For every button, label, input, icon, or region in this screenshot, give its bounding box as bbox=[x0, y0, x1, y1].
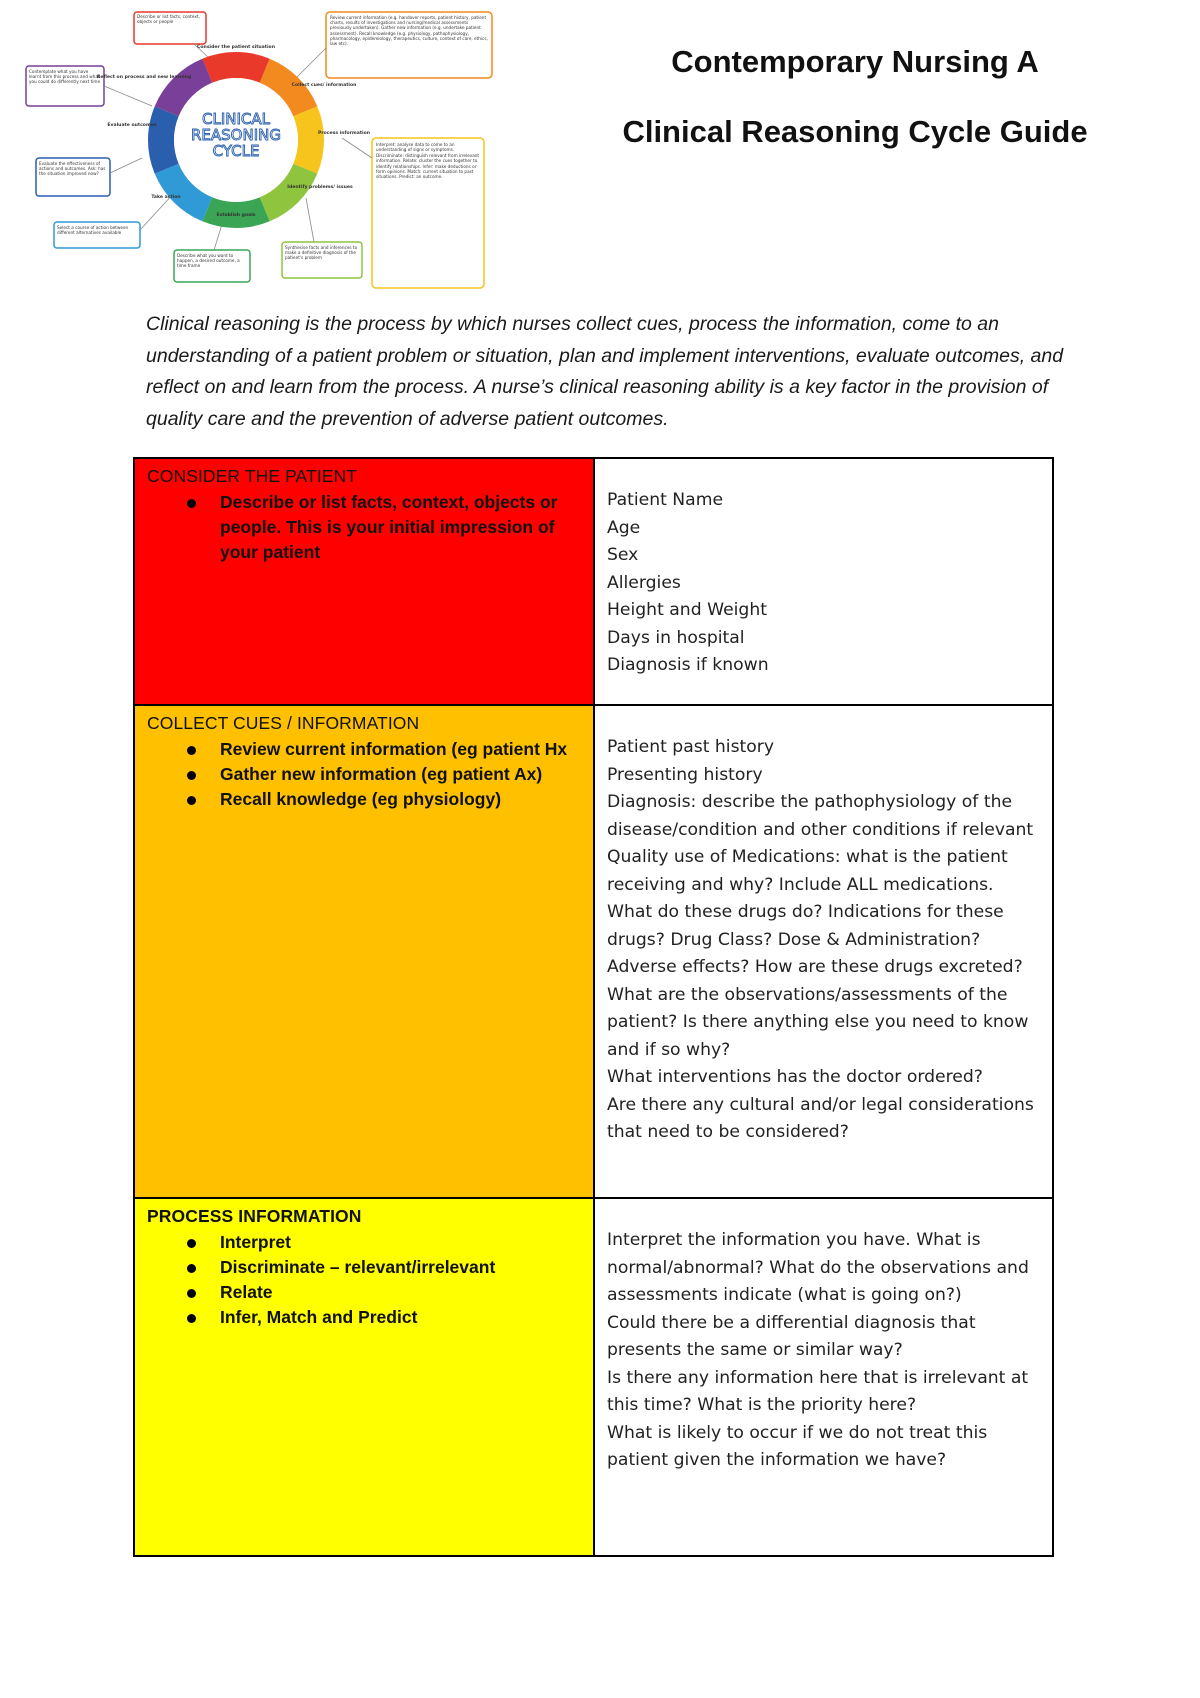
prompt-line: Days in hospital bbox=[607, 627, 745, 648]
intro-paragraph: Clinical reasoning is the process by which nurses collect cues, process the information, come to an understanding of a patient problem or situation, plan and implement interventions, evaluate outcomes, and reflect on and learn from the process. A nurse’s clinical reasoning ability is a key factor in the provision of quality care and the prevention of adverse patient outcomes. bbox=[146, 313, 1064, 430]
cycle-title-line-1: CLINICAL bbox=[202, 110, 270, 128]
page-title: Contemporary Nursing A bbox=[671, 44, 1039, 79]
prompt-line: Patient Name bbox=[607, 490, 724, 510]
process-information-bullets bbox=[147, 1230, 581, 1330]
collect-cues-cell bbox=[135, 706, 595, 1199]
prompt-line: Is there any information here that is irrelevant at this time? What is the priority here? bbox=[607, 1367, 1029, 1415]
callout-collect-text: Review current information (e.g. handover reports, patient history, patient charts, results of investigations and nursing/medical assessments previously undertaken). Gather new information (e.g. undertake patient assessment). Recall knowledge (e.g. physiology, pathophysiology, pharmacology, epidemiology, therapeutics, culture, context of care, ethics, law etc). bbox=[330, 15, 488, 47]
step-label-evaluate: Evaluate outcomes bbox=[107, 123, 157, 128]
prompt-line: Height and Weight bbox=[607, 600, 767, 620]
step-label-action: Take action bbox=[151, 195, 181, 200]
prompt-line: Presenting history bbox=[607, 764, 763, 785]
prompt-line: What interventions has the doctor ordered? bbox=[607, 1067, 983, 1087]
step-label-process: Process information bbox=[317, 131, 371, 136]
reasoning-guide-table bbox=[133, 457, 1054, 1557]
bullet-item: Infer, Match and Predict bbox=[187, 1305, 581, 1330]
bullet-item: Interpret bbox=[187, 1230, 581, 1255]
prompt-line: What is likely to occur if we do not treat this patient given the information we have? bbox=[607, 1422, 988, 1470]
prompt-line: Diagnosis: describe the pathophysiology of the disease/condition and other conditions if relevant bbox=[607, 792, 1034, 840]
step-label-consider: Consider the patient situation bbox=[197, 45, 275, 50]
consider-patient-bullets bbox=[147, 490, 581, 565]
step-label-identify: Identify problems/ issues bbox=[287, 185, 353, 190]
bullet-item: Gather new information (eg patient Ax) bbox=[187, 762, 581, 787]
bullet-item: Relate bbox=[187, 1280, 581, 1305]
callout-goals-text: Describe what you want to happen, a desired outcome, a time frame bbox=[177, 253, 240, 269]
bullet-item: Recall knowledge (eg physiology) bbox=[187, 787, 581, 812]
process-information-cell bbox=[135, 1199, 595, 1555]
prompt-line: Age bbox=[607, 517, 641, 538]
step-label-collect: Collect cues/ information bbox=[291, 83, 357, 88]
consider-patient-prompts bbox=[595, 459, 1052, 706]
page-subtitle: Clinical Reasoning Cycle Guide bbox=[622, 114, 1088, 149]
callout-consider-text: Describe or list facts, context, objects or people bbox=[137, 14, 200, 25]
prompt-line: Sex bbox=[607, 545, 639, 565]
bullet-item: Discriminate – relevant/irrelevant bbox=[187, 1255, 581, 1280]
callout-process-text: Interpret: analyse data to come to an understanding of signs or symptoms. Discriminate: distinguish relevant from irrelevant information. Relate: cluster the cues together to identify relationships. Infer: make deductions or form opinions. Match: current situation to past situations. Predict: an outcome. bbox=[376, 142, 480, 180]
prompt-line: Could there be a differential diagnosis that presents the same or similar way? bbox=[607, 1312, 976, 1360]
prompt-line: Interpret the information you have. What is normal/abnormal? What do the observations and assessments indicate (what is going on?) bbox=[607, 1230, 1029, 1305]
bullet-item: Describe or list facts, context, objects or people. This is your initial impression of your patient bbox=[187, 490, 581, 565]
prompt-line: Quality use of Medications: what is the patient receiving and why? Include ALL medications. What do these drugs do? Indications for these drugs? Drug Class? Dose & Administration? Adverse effects? How are these drugs excreted? bbox=[607, 847, 1023, 977]
collect-cues-prompts bbox=[595, 706, 1052, 1199]
cycle-title-line-3: CYCLE bbox=[212, 142, 260, 160]
prompt-line: Allergies bbox=[607, 572, 681, 593]
prompt-line: What are the observations/assessments of the patient? Is there anything else you need to know and if so why? bbox=[607, 984, 1029, 1060]
process-information-heading: PROCESS INFORMATION bbox=[147, 1206, 362, 1226]
prompt-line: Diagnosis if known bbox=[607, 655, 769, 675]
collect-cues-heading: COLLECT CUES / INFORMATION bbox=[147, 713, 420, 733]
consider-patient-heading: CONSIDER THE PATIENT bbox=[147, 466, 358, 486]
cycle-title-line-2: REASONING bbox=[191, 126, 281, 144]
clinical-reasoning-cycle-diagram bbox=[24, 8, 498, 294]
callout-evaluate-text: Evaluate the effectiveness of actions and outcomes. Ask: has the situation improved now? bbox=[39, 161, 106, 177]
step-label-goals: Establish goals bbox=[216, 213, 256, 218]
step-label-reflect: Reflect on process and new learning bbox=[96, 75, 192, 80]
collect-cues-bullets bbox=[147, 737, 581, 812]
callout-identify-text: Synthesise facts and inferences to make a definitive diagnosis of the patient's problem bbox=[285, 245, 358, 261]
bullet-item: Review current information (eg patient Hx bbox=[187, 737, 581, 762]
process-information-prompts bbox=[595, 1199, 1052, 1555]
prompt-line: Patient past history bbox=[607, 737, 775, 757]
consider-patient-cell bbox=[135, 459, 595, 706]
callout-action-text: Select a course of action between different alternatives available bbox=[57, 225, 129, 236]
cycle-diagram-svg bbox=[24, 8, 498, 294]
callout-reflect-text: Contemplate what you have learnt from this process and what you could do differently next time bbox=[29, 69, 101, 85]
prompt-line: Are there any cultural and/or legal considerations that need to be considered? bbox=[607, 1094, 1034, 1142]
